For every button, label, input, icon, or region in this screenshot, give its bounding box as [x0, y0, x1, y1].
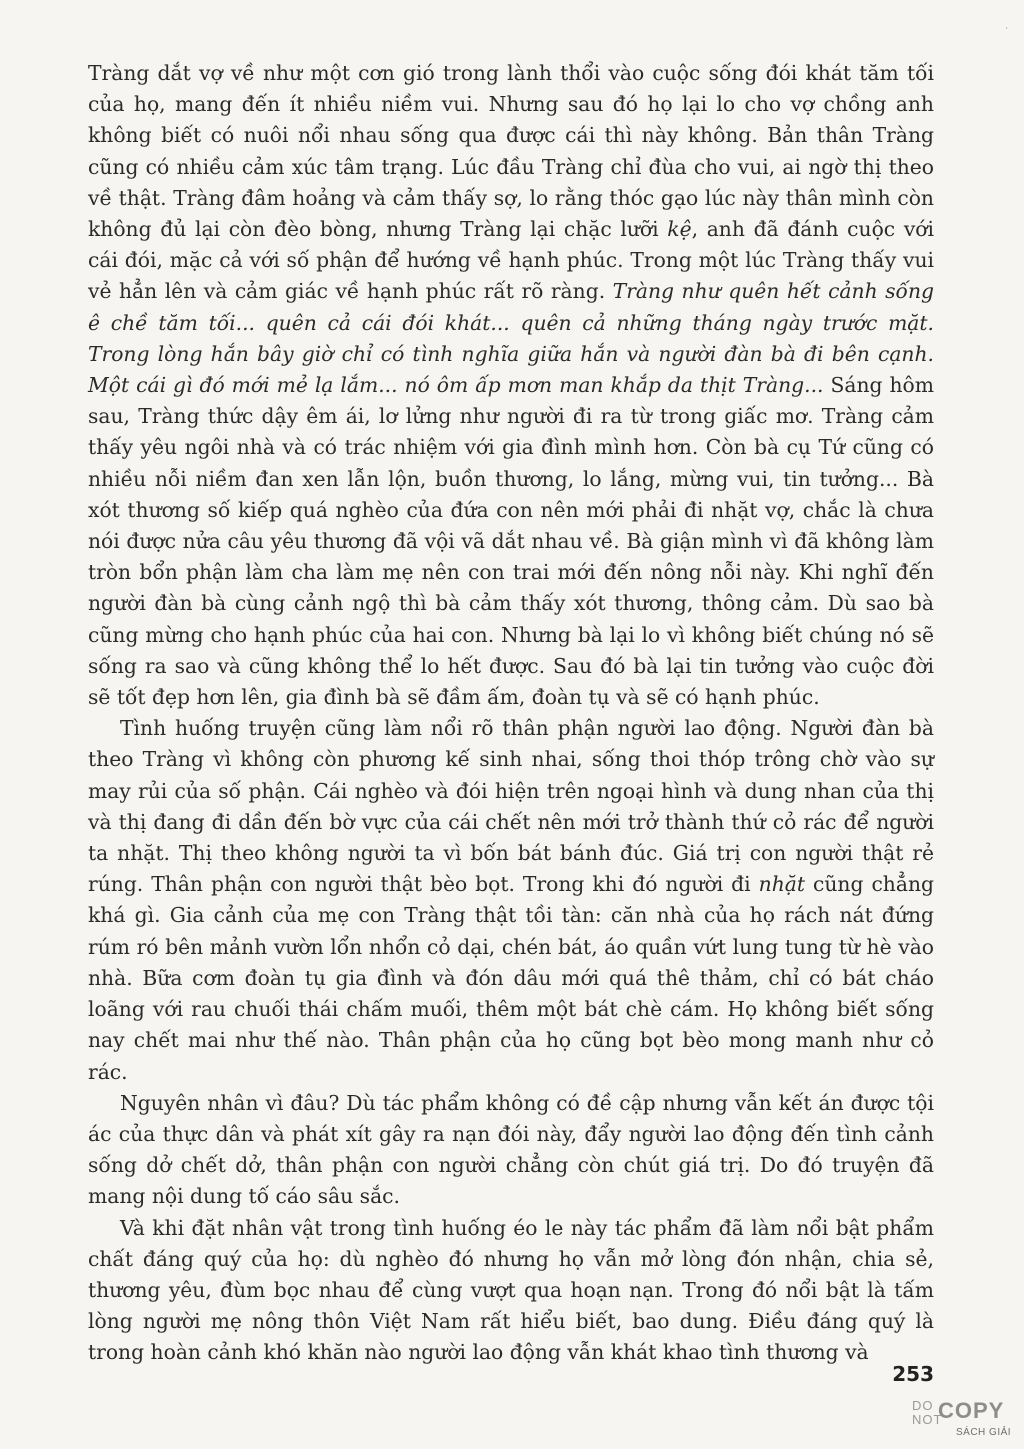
italic-segment: kệ	[667, 217, 692, 242]
text-segment: Tình huống truyện cũng làm nổi rõ thân phận người lao động. Người đàn bà theo Tràng vì không còn phương kế sinh nhai, sống thoi thóp trông chờ vào sự may rủi của số phận. Cái nghèo và đói hiện trên ngoại hình và dung nhan của thị và thị đang đi dần đến bờ vực của cái chết nên mới trở thành thứ cỏ rác để người ta nhặt. Thị theo không người ta vì bốn bát bánh đúc. Giá trị con người thật rẻ rúng. Thân phận con người thật bèo bọt. Trong khi đó người đi	[88, 716, 934, 897]
text-segment: Nguyên nhân vì đâu? Dù tác phẩm không có đề cập nhưng vẫn kết án được tội ác của thực dân và phát xít gây ra nạn đói này, đẩy người lao động đến tình cảnh sống dở chết dở, thân phận con người chẳng còn chút giá trị. Do đó truyện đã mang nội dung tố cáo sâu sắc.	[88, 1090, 934, 1209]
corner-mark: ·	[1005, 24, 1008, 33]
text-segment: Và khi đặt nhân vật trong tình huống éo le này tác phẩm đã làm nổi bật phẩm chất đáng quý của họ: dù nghèo đó nhưng họ vẫn mở lòng đón nhận, chia sẻ, thương yêu, đùm bọc nhau để cùng vượt qua hoạn nạn. Trong đó nổi bật là tấm lòng người mẹ nông thôn Việt Nam rất hiểu biết, bao dung. Điều đáng quý là trong hoàn cảnh khó khăn nào người lao động vẫn khát khao tình thương và	[88, 1215, 934, 1365]
watermark-copy: COPY	[938, 1398, 1005, 1423]
watermark-brand: SÁCH GIẢI	[956, 1427, 1012, 1438]
watermark-not: NOT	[912, 1412, 943, 1427]
watermark-do: DO	[912, 1398, 934, 1413]
paragraph-1	[88, 58, 934, 713]
text-segment: Sáng hôm sau, Tràng thức dậy êm ái, lơ lửng như người đi ra từ trong giấc mơ. Tràng cảm thấy yêu ngôi nhà và có trác nhiệm với gia đình mình hơn. Còn bà cụ Tứ cũng có nhiều nỗi niềm đan xen lẫn lộn, buồn thương, lo lắng, mừng vui, tin tưởng... Bà xót thương số kiếp quá nghèo của đứa con nên mới phải đi nhặt vợ, chắc là chưa nói được nửa câu yêu thương đã vội vã dắt nhau về. Bà giận mình vì đã không làm tròn bổn phận làm cha làm mẹ nên con trai mới đến nông nỗi này. Khi nghĩ đến người đàn bà cùng cảnh ngộ thì bà cảm thấy xót thương, thông cảm. Dù sao bà cũng mừng cho hạnh phúc của hai con. Nhưng bà lại lo vì không biết chúng nó sẽ sống ra sao và cũng không thể lo hết được. Sau đó bà lại tin tưởng vào cuộc đời sẽ tốt đẹp hơn lên, gia đình bà sẽ đầm ấm, đoàn tụ và sẽ có hạnh phúc.	[88, 373, 934, 710]
watermark-logo	[912, 1399, 1016, 1443]
text-segment: cũng chẳng khá gì. Gia cảnh của mẹ con Tràng thật tồi tàn: căn nhà của họ rách nát đứng rúm ró bên mảnh vườn lổn nhổn cỏ dại, chén bát, áo quần vứt lung tung từ hè vào nhà. Bữa cơm đoàn tụ gia đình và đón dâu mới quá thê thảm, chỉ có bát cháo loãng với rau chuối thái chấm muối, thêm một bát chè cám. Họ không biết sống nay chết mai như thế nào. Thân phận của họ cũng bọt bèo mong manh như cỏ rác.	[88, 872, 935, 1084]
page-number: 253	[892, 1362, 934, 1386]
italic-segment: Tràng như quên hết cảnh sống ê chề tăm tối... quên cả cái đói khát... quên cả những tháng ngày trước mặt. Trong lòng hắn bây giờ chỉ có tình nghĩa giữa hắn và người đàn bà đi bên cạnh. Một cái gì đó mới mẻ lạ lắm... nó ôm ấp mơn man khắp da thịt Tràng...	[88, 279, 935, 398]
paragraph-2	[88, 713, 934, 1087]
italic-segment: nhặt	[758, 872, 806, 897]
paragraph-4	[88, 1213, 934, 1369]
text-segment: , anh đã đánh cuộc với cái đói, mặc cả với số phận để hướng về hạnh phúc. Trong một lúc Tràng thấy vui vẻ hẳn lên và cảm giác về hạnh phúc rất rõ ràng.	[88, 217, 934, 304]
text-segment: Tràng dắt vợ về như một cơn gió trong lành thổi vào cuộc sống đói khát tăm tối của họ, mang đến ít nhiều niềm vui. Nhưng sau đó họ lại lo cho vợ chồng anh không biết có nuôi nổi nhau sống qua được cái thì này không. Bản thân Tràng cũng có nhiều cảm xúc tâm trạng. Lúc đầu Tràng chỉ đùa cho vui, ai ngờ thị theo về thật. Tràng đâm hoảng và cảm thấy sợ, lo rằng thóc gạo lúc này thân mình còn không đủ lại còn đèo bòng, nhưng Tràng lại chặc lưỡi	[88, 61, 934, 242]
body-text	[88, 58, 934, 1369]
paragraph-3	[88, 1088, 934, 1213]
